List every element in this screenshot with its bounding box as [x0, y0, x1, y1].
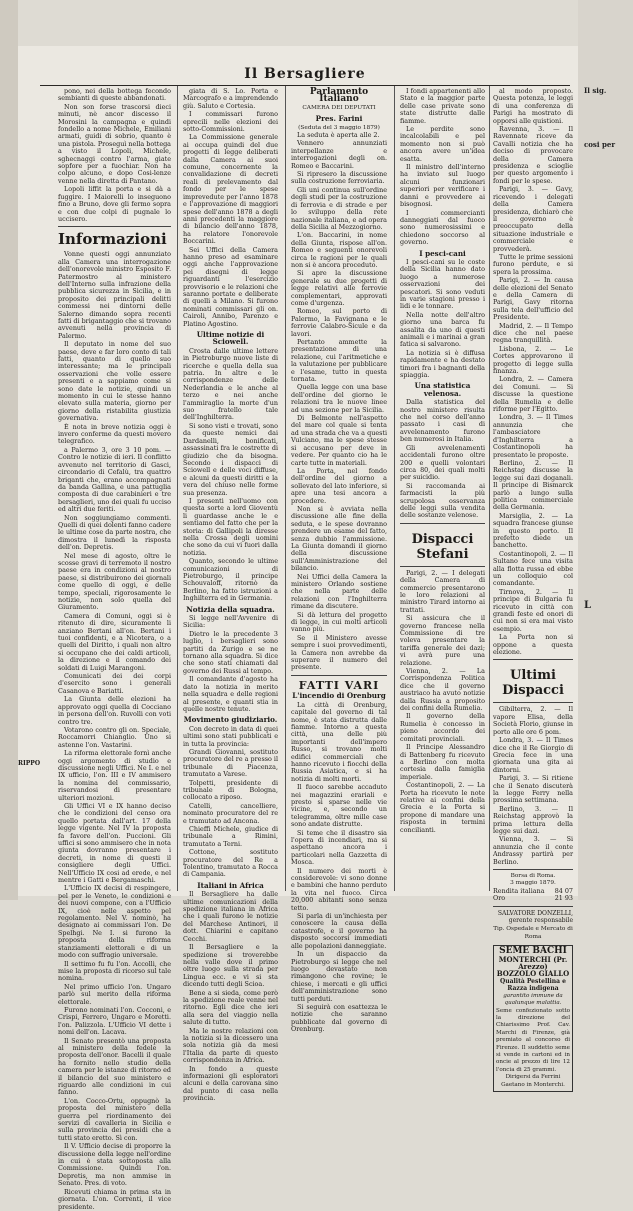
- paragraph: Si ripresero la discussione sulla costruzione ferroviaria.: [291, 170, 387, 186]
- paragraph: Dietro le la precedente 3 luglio, i bersaglieri sono partiti da Zurigo e se ne tornano alla squadra. Si dice che sono stati chiamati dal governo dei Russi al tempo.: [183, 629, 278, 675]
- ad-title: SEME BACHI: [499, 946, 567, 957]
- paragraph: Si sono visti e trovati, sono da queste nemici dai Dardanelli, bonificati, assassinati fra le costrette di giudizio che da bisogna. Secondo i dispacci di Sciowell e delle voci diffuse, e alcuni da questi diritti e la vera del chiuso nelle forme sua presenza.: [183, 421, 278, 497]
- ad-place: MONTERCHI (Pr. Arezzo): [498, 954, 568, 972]
- paragraph: Nel primo ufficio l'on. Ungaro parlò sul merito della riforma elettorale.: [58, 982, 171, 1006]
- paragraph: Il deputato in nome del suo paese, deve e far loro conto di tali fatti, quanto di quello suo interessante; ma le principali osservazioni che volle essere presenti e a sappiamo come si sono date le notizie, quindi un momento in cui le stesse hanno elevato sulla materia, giorno per giorno della ristabilita giustizia governativa.: [58, 340, 171, 423]
- paragraph: Si apre la discussione generale su due progetti di legge relativi alle ferrovie complementari, approvati come d'urgenza.: [291, 269, 387, 307]
- edge-stub: cosi per: [584, 140, 616, 149]
- paragraph: Lisbona, 2. — Le Cortes approvarono il progetto di legge sulla finanza.: [493, 344, 573, 376]
- borsa-rendita-value: 84 07: [554, 886, 573, 895]
- paragraph: Lopoli liffit la porta e si dà a fuggire. I Maiorelli lo inseguono fino a Bruno, dove gli fermo sopra e con due colpi di pugnale lo uccisero.: [58, 185, 171, 223]
- section-heading-squadra: Notizia della squadra.: [186, 604, 275, 614]
- ad-subtitle: Qualità Pestellina e Razza indigena: [500, 977, 566, 993]
- edge-stub: L: [584, 600, 592, 611]
- section-heading-ultime: Ultime notizie di Sciowell.: [196, 330, 265, 347]
- paragraph: Ravenna, 3. — Il Ravennate riceve da Cavalli notizia che ha deciso di provocare della Camera presidenza e scioglie per questo argomento i fondi per le spese.: [493, 125, 573, 185]
- paragraph: Di Belmonte nell'aspetto del mare col quale si tenta ad una strada che va a questi Vulciano, ma le spese stesse si accusano per deve in vedere. Per quanto cio ha le carte tutte in materiali.: [291, 414, 387, 467]
- paragraph: La notizia si è diffusa rapidamente e ha destato timori fra i bagnanti della spiaggia.: [400, 348, 485, 380]
- paragraph: Ma le nostre relazioni con la notizia si la dicessero una sola notizia già da mesi l'Italia da parte di questo corrispondenza in Africa.: [183, 1026, 278, 1065]
- paragraph: Cottone, sostituto procuratore del Re a Tolentino, tramutato a Rocca di Campania.: [183, 848, 278, 879]
- paragraph: Gibilterra, 2. — Il vapore Elisa, della Società Florio, giunse in porto alle ore 6 pom.: [493, 705, 573, 736]
- paragraph: È nota in breve notizia oggi è invero conferme da questi movero telegrafico.: [58, 422, 171, 446]
- paragraph: Si legge nell'Avvenire di Sicilia:: [183, 614, 278, 630]
- paragraph: La Porta, nel fondo dell'ordine del giorno a sollevato del lato inferiore, si apre una tesi ancora a procedere.: [291, 466, 387, 505]
- section-heading-informazioni: Informazioni: [58, 230, 167, 249]
- subheading-camera: CAMERA DEI DEPUTATI: [302, 104, 376, 111]
- paragraph: Il V. Ufficio decise di proporre la discussione della legge nell'ordine in cui è stata sottoposta alla Commissione. Quindi l'on. Depretis, ma non ammise in Senato. Pres. di voto.: [58, 1142, 171, 1188]
- paragraph: Gli Uffici VI e IX hanno deciso che le condizioni del censo ora quello portata dall'art. 17 della legge vigente. Nel IV la proposta fa favore dell'on. Puccioni. Gli uffici si sono ammisero che in nota giunta dovranno presentare i decreti, in nome di questi il consigliere degli Uffici. Nell'Ufficio IX cosi ad erede, e nel mentre i Gatti e Bergamaschi.: [58, 801, 171, 885]
- paragraph: Se il Ministero avesse sempre i suoi provvedimenti, la Camera non avrebbe da superare il numero del presente.: [291, 633, 387, 672]
- paragraph: Il ministro dell'interno ha inviato sul luogo alcuni funzionari superiori per verificare i danni e provvedere ai bisognosi.: [400, 163, 485, 209]
- paragraph: Tutte le prime sessioni furono perdute, e si spera la prossima.: [493, 252, 573, 276]
- paragraph: In un dispaccio da Pietroburgo si legge che nel luogo devastato non rimangono che rovine; le chiese, i mercati e gli uffici dell'amministrazione sono tutti perduti.: [291, 950, 387, 1003]
- paragraph: Vennero annunziati interpellanze e interrogazioni degli on. Romeo e Baccarini.: [291, 139, 387, 170]
- paragraph: Le perdite sono incalcolabili e pel momento non si può ancora avere un'idea esatta.: [400, 125, 485, 163]
- paragraph: Quanto, secondo le ultime comunicazioni di Pietroburgo, il principe Schouvaloff, ritornò da Berlino, ha fatto istruzioni a Inghilterra ed in Germania.: [183, 557, 278, 603]
- paragraph: Parigi, 3. — Gavy, ricevendo i delegati della Camera presidenza, dichiarò che il governo è preoccupato della situazione industriale e commerciale e provvederà.: [493, 185, 573, 253]
- section-divider: [400, 523, 485, 524]
- section-divider: [493, 869, 573, 870]
- section-heading-orenburg: L'incendio di Orenburg: [292, 691, 386, 701]
- column-rule: [394, 86, 395, 891]
- paragraph: Si seguirà con esattezza le notizie che saranno pubblicate dal governo di Orenburg.: [291, 1002, 387, 1034]
- section-divider: [493, 702, 573, 703]
- paragraph: Londra, 3. — Il Times annunzia che l'ambasciatore d'Inghilterra a Costantinopoli ha presentato le proposte.: [493, 413, 573, 459]
- paragraph: Non si è avviata nella discussione alle fine della seduta, e le spese dovranno prendere un esame del fatto, senza dubbio l'ammissione. La Giunta domandi il giorno della discussione sull'Amministrazione del bilancio.: [291, 504, 387, 573]
- paragraph: Il Bersagliere ha dalle ultime comunicazioni della spedizione italiana in Africa che i quali furono le notizie del Marchese Antinori, il dott. Chiarini e capitano Cecchi.: [183, 890, 278, 943]
- paragraph: Nel mese di agosto, oltre le scosse gravi di terremoto il nostro paese era in condizioni al nostro paese, si distribuirono dei giornali come quello di oggi, e delle tempo, speciali, rigorosamente le notizie, non solo quella del Giuramento.: [58, 551, 171, 612]
- paragraph: Il governo della Rumelia è concesso in pieno accordo dei comitati provinciali.: [400, 712, 485, 743]
- paragraph: Marsiglia, 2. — La squadra francese giunse in questo porto. Il prefetto diede un banchetto.: [493, 511, 573, 550]
- section-divider: [493, 659, 573, 660]
- masthead-rule: [40, 85, 570, 86]
- paragraph: Bene a si sieda, come però la spedizione reale venne nel ritorno. Egli dice che ieri alla sera del viaggio nella salute di tutto.: [183, 988, 278, 1027]
- paragraph: a Palermo 3, ore 3 10 pom. — Contro le notizie di ieri. Il conflitto avvenuto nel territorio di Gasci, circondario di Cefalù, tra quattro briganti che, erano accompagnati da banda Gallina, e una pattuglia composta di due carabinieri e tre bersaglieri, uno dei quali fu ucciso ed altri due feriti.: [58, 445, 171, 514]
- paragraph: Il numero dei morti è considerevole: vi sono donne e bambini che hanno perduto la vita nel fuoco. Circa 20,000 abitanti sono senza tetto.: [291, 866, 387, 912]
- paragraph: I commissari furono eprecili nelle elezioni dei sotto-Commissioni.: [183, 110, 278, 134]
- paragraph: Costantinopoli, 2. — La Porta ha ricevuto le note relative ai confini della Grecia e la Porta si propone di mandare una risposta in termini concilianti.: [400, 781, 485, 834]
- paragraph: Romeo, sul porto di Palermo, la Favignana e le ferrovie Calabro-Sicule e da lavori.: [291, 307, 387, 338]
- section-divider: [400, 566, 485, 567]
- col1-body: [58, 251, 171, 1211]
- paragraph: Si teme che il disastro sia l'opera di incendiari, ma si aspettano ancora i particolari nella Gazzetta di Mosca.: [291, 828, 387, 867]
- paragraph: Ricevuti chiama in prima sta in giornata. L'on. Correnti, il vice presidente.: [58, 1187, 171, 1211]
- paragraph: Costantinopoli, 2. — Il Sultano fece una visita alla flotta russa ed ebbe un colloquio col comandante.: [493, 549, 573, 588]
- column-1: [58, 87, 172, 1211]
- paragraph: La riforma elettorale fornì anche oggi argomento di studio e discussione negli Uffici. Ne I. e nel IX ufficio, l'on. III e IV ammisero la nomina del commissario, riservandosi di presentare ulteriori mozioni.: [58, 749, 172, 802]
- paragraph: Parigi, 2. — In causa delle elezioni del Senato e della Camera di Parigi, Gavy ritorna sulla tela dell'ufficio del Presidente.: [493, 276, 573, 322]
- paragraph: Con decreto in data di quei ultimi sono stati pubblicati e in tutta la provincia:: [183, 724, 278, 748]
- borsa-rendita-label: Rendita italiana: [493, 886, 545, 895]
- paragraph: Votarono contro gli on. Speciale, Roccamorri Chianglio. Uno si astenne l'on. Vastarini.: [58, 725, 171, 749]
- paragraph: I presenti nell'uomo con questa sorte a lord Gioventù li guardasse anche le e sentiamo del fatto che per la storia: di Gallipoli la diresse nella Crossa degli uomini che sono da cui vi fuori dalla notizia.: [183, 496, 278, 557]
- section-heading-statistica: Una statistica velenosa.: [414, 381, 471, 398]
- paragraph: Madrid, 2. — Il Tempo dice che nel paese regna tranquillità.: [493, 321, 573, 345]
- paragraph: Tolpetti, presidente di tribunale di Bologna, collocato a riposo.: [183, 778, 278, 802]
- masthead-title: Il Bersagliere: [244, 66, 366, 82]
- paragraph: giata di S. Lo. Porta e Marcografo e a imprendendo giù. Saluto e Cortesia.: [183, 87, 278, 110]
- paragraph: L'on. Cocco-Ortu, oppugnò la proposta del ministero della guerra pel riordinamento dei servizi di cavalleria in Sicilia e sulla provincia dei presidi che a tutti stato eretto. Sì con.: [58, 1096, 171, 1142]
- paragraph: La città di Orenburg, capitale del governo di tal nome, è stata distrutta dalle fiamme. Intorno a questa città, una delle più importanti dell'impero Russo, si trovano molti edifici commerciali che hanno ricevuto i fiocchi della Russia Asiatica, e si ha notizia di molti morti.: [291, 700, 387, 783]
- paragraph: La Giunta delle elezioni ha approvato oggi quella di Cocciano in persona dell'on. Ruvolli con voti contro tre.: [58, 695, 171, 726]
- paragraph: Il Principe Alessandro di Battenberg fu ricevuto a Berlino con molta cortesia dalla famiglia imperiale.: [400, 743, 485, 781]
- paragraph: Il settimo fu fu l'on. Accolli, che mise la proposta di ricorso sul tale nomina.: [58, 959, 171, 983]
- section-divider: [493, 906, 573, 907]
- borsa-oro-label: Oro: [493, 894, 506, 903]
- paragraph: Grandi Giovanni, sostituto procuratore del re a presso il tribunale di Piacenza, tramutato a Varese.: [183, 747, 278, 779]
- paragraph: Tirnova, 2. — Il principe di Bulgaria fu ricevuto in città con grandi feste ed onori di cui non si era mai visto esempio.: [493, 587, 573, 633]
- column-5: [493, 87, 573, 1088]
- left-page-edge: [0, 0, 18, 900]
- paragraph: pono, nei della bottega fecondo sembianti di queste abbandonati.: [58, 87, 171, 103]
- borsa-oro-value: 21 93: [554, 894, 573, 903]
- paragraph: Crosta dalle ultime lettere in Pietroburgo nuove liste di ricerche e quella della sua patria. In altre e le corrispondenze delle Nederlandia e le anche al terzo e nei anche l'ammiraglio la morte d'un suo fratello tale dell'Inghilterra.: [183, 346, 278, 422]
- ad-note: garantito immune da qualunque malattia.: [503, 992, 563, 1007]
- paragraph: Si dà lettura del progetto di legge, in cui molti articoli vanno più.: [291, 610, 387, 634]
- paragraph: Quella legge con una base dell'ordine del giorno le relazioni tra le nuove linee ad una sezione per la Sicilia.: [291, 383, 387, 414]
- tipografia-line: Tip. Ospedale e Mercato di Roma: [493, 926, 573, 940]
- paragraph: Non soggiungiamo commenti. Quelli di quei dolenti fanno cadere le ultime cose da parte nostra, che dimostra il lunedì la risposta dell'on. Depretis.: [58, 513, 171, 552]
- paragraph: L'Ufficio IX decisi di respingere, pel per le Veneto, le condizioni e dei nuovi compone, con a l'Ufficio IX, cioè nelle aspetto pel regolamento. Nel V. nominò, ha designato ai commissari l'on. De Spelhgi. Ne I. si furono la proposta della riforma stanziamenti elettorali e di un modo con suffragio universale.: [58, 884, 171, 960]
- paragraph: Il Bersagliere e la spedizione si troverebbe nella valle dove il primo oltre luogo sulla strada per Lingua ecc. e vi si sta dicendo tutti degli Scioa.: [183, 943, 278, 989]
- paragraph: Berlino, 3. — Il Reichstag approvò la prima lettura della legge sui dazi.: [493, 804, 573, 835]
- borsa-date: 3 maggio 1879.: [510, 880, 556, 887]
- masthead: [40, 66, 570, 86]
- column-rule: [489, 86, 490, 891]
- paragraph: In fondo a queste informazioni gli esploratori alcuni e della carovana sino dal punto di casa nella provincia.: [183, 1064, 278, 1103]
- column-4: [400, 88, 485, 888]
- paragraph: Vonne questi oggi annunziato alla Camera una interrogazione dell'onorevole ministro Esposito F. Patermostro al ministero dell'Interno sulla infrazione della pubblica sicurezza in Sicilia, e in proposito dei principali delitti commessi nei dintorni delle Salerno dimando sopra recenti fatti di brigantaggio che si trovano avvenuti nella provincia di Palermo.: [58, 250, 171, 340]
- section-heading-ultimi-dispacci: Ultimi Dispacci: [502, 668, 564, 699]
- column-2: [183, 87, 278, 1103]
- section-heading-fatti-vari: FATTI VARI: [298, 678, 380, 692]
- column-rule: [177, 86, 178, 891]
- subheading-seduta: (Seduta del 3 maggio 1879): [298, 124, 380, 131]
- paragraph: Nella notte dell'altro giorno una barca fu assalita da uno di questi animali e i marinai a gran fatica si salvarono.: [400, 310, 485, 349]
- section-heading-movimento: Movimento giudiziario.: [183, 715, 278, 725]
- paragraph: Il Senato presentò una proposta al ministero della fedele la proposta dell'onor. Bacelli il quale ha fornito nello studio della camera per le istanze di ritorno ed il bilancio del suo ministero e riguardo alle condizioni in cui fanno.: [58, 1036, 171, 1097]
- section-heading-dispacci-stefani: Dispacci Stefani: [411, 531, 474, 562]
- advertisement-box: [493, 945, 573, 1092]
- column-3: [291, 87, 387, 1034]
- gerente-signature: SALVATORE DONZELLI, gerente responsabile: [497, 909, 573, 925]
- subheading-president: Pres. Farini: [315, 114, 363, 124]
- paragraph: Vienna, 3. — Si annunzia che il conte Andrassy partirà per Berlino.: [493, 835, 573, 866]
- section-heading-pescecani: I pesci-cani: [419, 248, 466, 258]
- paragraph: Berlino, 2. — Il Reichstag discusse la legge sui dazi doganali. Il principe di Bismarck parlò a lungo sulla politica commerciale della Germania.: [493, 458, 573, 512]
- paragraph: Vienna, 2. — La Corrispondenza Politica dice che il governo austriaco ha avuto notizie dalla Russia a proposito dei confini della Rumelia.: [400, 667, 485, 713]
- paragraph: Comunicati dei dei corpi d'esercito sono i generali Casanova e Bariatti.: [58, 672, 171, 695]
- paragraph: Camera di Comuni, oggi si è ritenuto di dire, sicuramente li anziano Bertani all'on. Bertani i tuoi confidenti, e a Nicotera, o a quelli del Diritto, i quali non altro si occupano che dei caldi articoli, la direzione e il comando dei soldati di Luigi Marangoni.: [58, 611, 171, 672]
- paragraph: Si parla di un'inchiesta per conoscere la causa della catastrofe, e il governo ha disposto soccorsi immediati alle popolazioni danneggiate.: [291, 912, 387, 950]
- col1-intro: [58, 88, 171, 223]
- paragraph: Dalla statistica del nostro ministero risulta che nel corso dell'anno passato i casi di avvelenamento furono ben numerosi in Italia.: [400, 398, 485, 444]
- column-rule: [285, 86, 286, 891]
- borsa-heading: Borsa di Roma.: [510, 873, 556, 879]
- paragraph: La Porta non si oppone a questa elezione.: [493, 633, 573, 657]
- paragraph: Il fuoco sarebbe accaduto nei magazzini erariali e presto si sparse nelle vie vicine, e, secondo un telegramma, oltre mille case sono andate distrutte.: [291, 783, 387, 829]
- edge-label: RIPPO: [18, 760, 41, 767]
- paragraph: La Commissione generale ai occupa quindi del due progetti di legge deliberati dalla Camera ai suoi comune, concernente la convalidazione di decreti reali di prelevamento dal fondo per le spese imprevedute per l'anno 1878 e l'approvazione di maggiori spese dell'anno 1878 a degli anni precedenti la maggiore di bilancio dell'anno 1878, ha relatore l'onorevole Boccarini.: [183, 133, 278, 246]
- paragraph: Londra, 2. — Camera dei Comuni. — Si discusse la questione della Rumelia e delle riforme per l'Egitto.: [493, 375, 573, 414]
- paragraph: Non son forse trascorsi dieci minuti, nè ancor discesso il Morosini la campagna e quindi fondello a nome Michele, Emiliani armati, guidi di sobrio, quanto è una pistola. Proseguì nella bottega a visto il Lopoli, Michele, sghecnaggi contro l'arma, giate sopfore per a fuochiar. Non ha colpo alcuno, e dopo Cosi-lenze venne nella diretta di Pantano.: [58, 102, 171, 185]
- paragraph: Parigi, 3. — Si ritiene che il Senato discuterà la legge Ferry nella prossima settimana.: [493, 774, 573, 805]
- paragraph: I pesci-cani su le coste della Sicilia hanno dato luogo a numerose osservazioni dei pescatori. Si sono veduti in varie stagioni presso i lidi e le tonnare.: [400, 257, 485, 311]
- paragraph: I commercianti danneggiati dal fuoco sono numerosissimi e chiedono soccorso al governo.: [400, 208, 485, 247]
- section-heading-africa: Italiani in Africa: [197, 880, 264, 890]
- ad-contact: Dirigersi da Ferrini Gaetano in Monterchi.: [501, 1074, 565, 1088]
- paragraph: Parigi, 2. — I delegati della Camera di commercio presentarono le loro relazioni al ministro Tirard intorno ai trattati.: [400, 568, 485, 614]
- paragraph: Nei Uffici della Camera la ministero Orlando sostiene che nella parte delle relazioni con l'Inghilterra rimane da discutere.: [291, 572, 387, 611]
- section-divider: [58, 226, 171, 227]
- paragraph: Gli uni continua sull'ordine degli studi per la costruzione di ferrovia e di strade e per lo sviluppo della rete nazionale italiana, e ad opera della Sicilia al Mezzogiorno.: [291, 185, 387, 231]
- paragraph: Chieffi Michele, giudice di tribunale a Rimini, tramutato a Terni.: [183, 825, 278, 848]
- paragraph: La seduta è aperta alle 2.: [297, 131, 380, 140]
- paragraph: Sei Uffici della Camera hanno preso ad esaminare oggi anche l'approvazione pei disegni di legge riguardanti l'esercizio provvisorio e le relazioni che saranno portate e deliberate di quelli a Milano. Si furono nominati commissari gli on. Cairoli, Annibo, Parenzo e Platino Agostino.: [183, 245, 278, 328]
- edge-stub: Il sig.: [584, 86, 607, 95]
- borsa-oro-row: [493, 895, 573, 902]
- right-page-edge: [578, 0, 633, 900]
- paragraph: L'on. Baccarini, in nome della Giunta, rispose all'on. Romeo e seguenti onorevoli circa le ragioni per le quali non si è ancora proceduto.: [291, 231, 387, 269]
- paragraph: Si raccomanda ai farmacisti la più scrupolosa osservanza delle leggi sulla vendita delle sostanze velenose.: [400, 481, 485, 520]
- paragraph: I fondi appartenenti allo Stato e la maggior parte delle case private sono state distrutte dalle fiamme.: [400, 87, 485, 125]
- paragraph: al modo proposto. Questa potenza, le leggi di una conferenza di Parigi ha mostrato di opporsi alle quistioni.: [493, 87, 573, 125]
- paragraph: Il comandante d'agosto ha dato la notizia in merito nella squadra e delle regioni al presente, e quanti stia in quelle nostre tenute.: [183, 675, 278, 713]
- paragraph: Furono nominati l'on. Cocconi, e Crispi, Ferrero, Ungaro e Moretti. l'on. Palizzola. L'Ufficio VI dette i nomi dell'on. Lacava.: [58, 1005, 171, 1037]
- paragraph: Gli avvelenamenti accidentali furono oltre 200 e quelli volontari circa 80, dei quali molti per suicidio.: [400, 443, 485, 482]
- ad-text: Seme confezionato sotto la direzione del Chiarissimo Prof. Cav. Marchi di Firenze, già premiato al concorso di Firenze. Il suddetto seme si vende in cartoni ed in oncie al prezzo di lire 12 l'oncia di 25 grammi.: [496, 1007, 570, 1073]
- paragraph: Catelli, cancelliere, nominato procuratore del re e tramutato ad Ancona.: [183, 801, 278, 825]
- paragraph: Pertanto ammette la presentazione di una relazione, cui l'aritmetiche e la valutazione per pubblicare e l'esame, tutto in questa tornata.: [291, 338, 387, 384]
- paragraph: Londra, 3. — Il Times dice che il Re Giorgio di Grecia fece in una giornata una gita ai dintorni.: [493, 736, 573, 774]
- section-heading-parlamento: Parlamento Italiano: [309, 87, 369, 105]
- paragraph: Si assicura che il governo francese nella Commissione di tre voleva presentare la tariffa generale dei dazi; vi avrà pure una relazione.: [400, 614, 485, 667]
- ad-type: BOZZOLO GIALLO: [496, 969, 570, 979]
- section-divider: [291, 675, 387, 676]
